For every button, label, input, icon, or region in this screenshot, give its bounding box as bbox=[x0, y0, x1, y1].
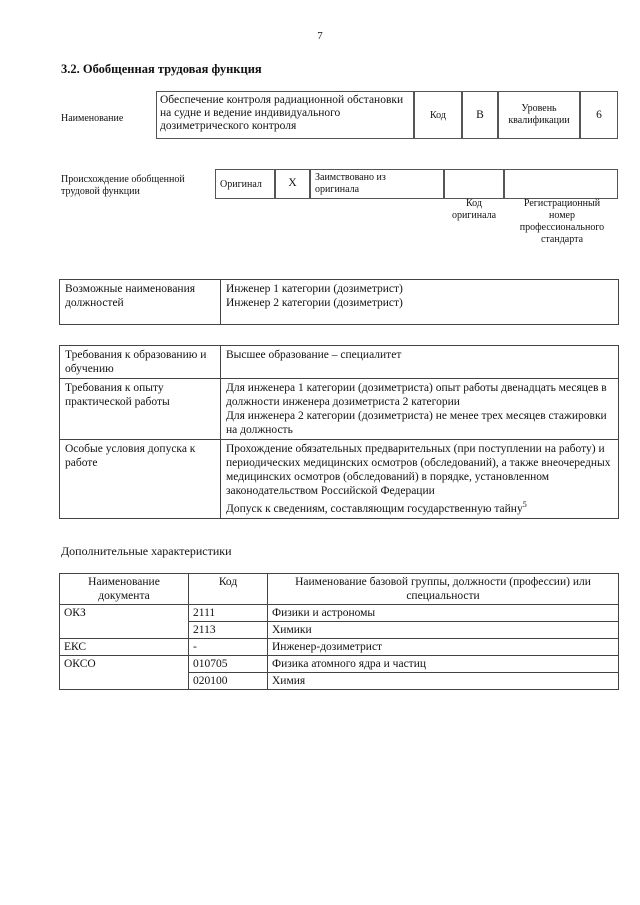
additional-header-row bbox=[60, 574, 619, 605]
requirement-line: Для инженера 2 категории (дозиметриста) не менее трех месяцев стажировки на должность bbox=[226, 410, 607, 436]
section-title: 3.2. Обобщенная трудовая функция bbox=[61, 62, 262, 76]
row-name: Химики bbox=[268, 622, 619, 639]
original-mark: X bbox=[288, 177, 297, 189]
code-original-box bbox=[444, 169, 504, 199]
requirement-text: Высшее образование – специалитет bbox=[221, 346, 619, 379]
reg-number-box bbox=[504, 169, 618, 199]
table-row bbox=[60, 639, 619, 656]
code-label-box bbox=[414, 91, 462, 139]
additional-title: Дополнительные характеристики bbox=[61, 544, 232, 558]
name-box bbox=[156, 91, 414, 139]
row-doc: ОКСО bbox=[60, 656, 189, 690]
requirement-label: Требования к образованию и обучению bbox=[60, 346, 221, 379]
code-value-box bbox=[462, 91, 498, 139]
table-row bbox=[60, 656, 619, 673]
requirement-row bbox=[60, 346, 619, 379]
origin-label: Происхождение обобщенной трудовой функции bbox=[61, 174, 185, 197]
requirement-label: Требования к опыту практической работы bbox=[60, 379, 221, 440]
level-value: 6 bbox=[596, 109, 602, 121]
requirement-line-text: Допуск к сведениям, составляющим государственную тайну bbox=[226, 502, 523, 515]
requirement-row bbox=[60, 440, 619, 519]
positions-values bbox=[221, 280, 619, 325]
row-name: Инженер-дозиметрист bbox=[268, 639, 619, 656]
row-code: 020100 bbox=[189, 673, 268, 690]
footnote-mark: 5 bbox=[522, 500, 527, 509]
requirement-label: Особые условия допуска к работе bbox=[60, 440, 221, 519]
row-code: 2111 bbox=[189, 605, 268, 622]
positions-label: Возможные наименования должностей bbox=[60, 280, 221, 325]
level-value-box bbox=[580, 91, 618, 139]
code-original-label: Код оригинала bbox=[451, 198, 497, 221]
row-name: Химия bbox=[268, 673, 619, 690]
page-number: 7 bbox=[317, 30, 323, 42]
original-label: Оригинал bbox=[220, 179, 262, 190]
requirement-line: Для инженера 1 категории (дозиметриста) опыт работы двенадцать месяцев в должности инженера дозиметриста 2 категории bbox=[226, 382, 607, 408]
position-1: Инженер 1 категории (дозиметрист) bbox=[226, 283, 403, 295]
requirement-line: Прохождение обязательных предварительных (при поступлении на работу) и периодических медицинских осмотров (обследований), а также внеочередных медицинских осмотров (обследований) в порядке, установленном законодательством Российской Федерации bbox=[226, 443, 611, 497]
row-name: Физики и астрономы bbox=[268, 605, 619, 622]
code-label: Код bbox=[430, 110, 446, 121]
header-name: Наименование базовой группы, должности (профессии) или специальности bbox=[268, 574, 619, 605]
name-label: Наименование bbox=[61, 113, 124, 124]
requirement-text bbox=[221, 440, 619, 519]
requirement-line bbox=[226, 498, 613, 516]
row-name: Физика атомного ядра и частиц bbox=[268, 656, 619, 673]
row-code: 010705 bbox=[189, 656, 268, 673]
table-row bbox=[60, 605, 619, 622]
requirement-row bbox=[60, 379, 619, 440]
header-code: Код bbox=[189, 574, 268, 605]
row-doc: ОКЗ bbox=[60, 605, 189, 639]
positions-row bbox=[60, 280, 619, 325]
reg-number-label: Регистрационный номер профессионального стандарта bbox=[519, 198, 605, 245]
borrowed-label: Заимствовано из оригинала bbox=[315, 172, 386, 195]
position-2: Инженер 2 категории (дозиметрист) bbox=[226, 297, 403, 309]
level-label: Уровень квалификации bbox=[508, 103, 570, 126]
name-value: Обеспечение контроля радиационной обстановки на судне и ведение индивидуального дозиметрического контроля bbox=[160, 94, 404, 132]
header-doc: Наименование документа bbox=[60, 574, 189, 605]
row-code: 2113 bbox=[189, 622, 268, 639]
original-mark-box bbox=[275, 169, 310, 199]
borrowed-box bbox=[310, 169, 444, 199]
row-code: - bbox=[189, 639, 268, 656]
requirements-table bbox=[59, 345, 619, 519]
code-value: B bbox=[476, 109, 484, 121]
requirement-text bbox=[221, 379, 619, 440]
positions-table bbox=[59, 279, 619, 325]
additional-table bbox=[59, 573, 619, 690]
row-doc: ЕКС bbox=[60, 639, 189, 656]
level-label-box bbox=[498, 91, 580, 139]
original-label-box bbox=[215, 169, 275, 199]
